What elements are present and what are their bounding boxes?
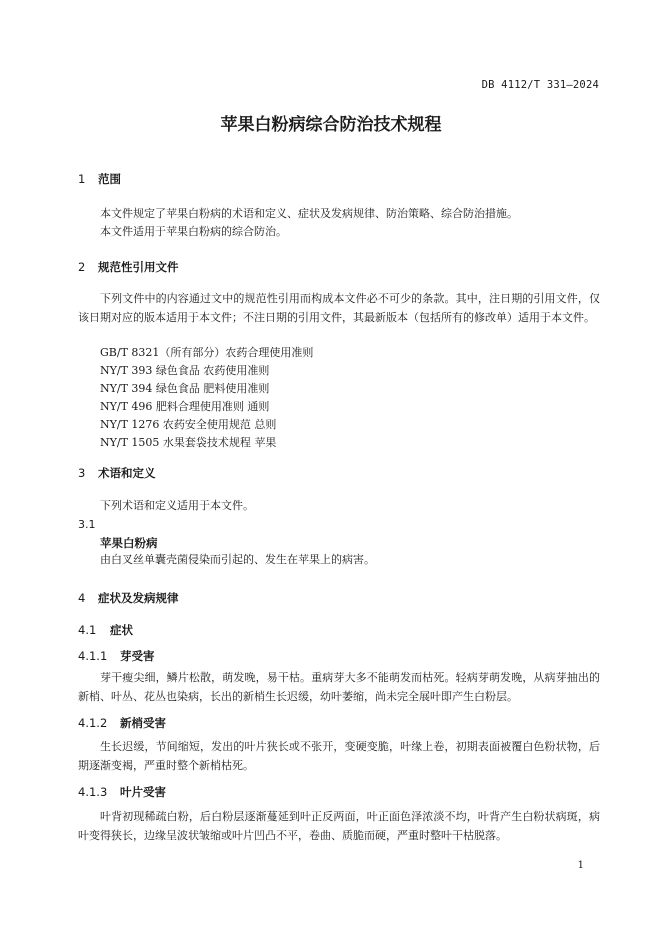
term-definition: 由白叉丝单囊壳菌侵染而引起的、发生在苹果上的病害。 — [100, 553, 375, 566]
section-2-heading — [78, 259, 179, 275]
term-name: 苹果白粉病 — [100, 536, 158, 550]
section-number: 1 — [78, 172, 86, 186]
clause-number: 3.1 — [78, 518, 96, 531]
subsection-number: 4.1.2 — [78, 716, 108, 730]
subsection-4-1-2-heading — [78, 715, 166, 731]
subsection-title: 叶片受害 — [120, 785, 166, 799]
section-1-heading — [78, 171, 121, 187]
section-number: 4 — [78, 591, 86, 605]
section-4-heading — [78, 590, 179, 606]
reference-item: NY/T 496 肥料合理使用准则 通则 — [100, 400, 270, 413]
subsection-number: 4.1.3 — [78, 785, 108, 799]
paragraph: 下列术语和定义适用于本文件。 — [100, 499, 254, 512]
page-number: 1 — [577, 860, 584, 871]
section-number: 2 — [78, 260, 86, 274]
paragraph: 芽干瘦尖细，鳞片松散，萌发晚，易干枯。重病芽大多不能萌发而枯死。轻病芽萌发晚，从病芽抽出的新梢、叶丛、花丛也染病，长出的新梢生长迟缓，幼叶萎缩，尚未完全展叶即产生白粉层。 — [78, 671, 600, 703]
subsection-title: 症状 — [110, 623, 133, 637]
subsection-4-1-1-heading — [78, 648, 155, 664]
paragraph: 本文件适用于苹果白粉病的综合防治。 — [100, 225, 287, 238]
section-title: 症状及发病规律 — [98, 591, 179, 605]
reference-item: NY/T 1276 农药安全使用规范 总则 — [100, 418, 277, 431]
subsection-4-1-heading — [78, 622, 133, 638]
reference-item: NY/T 1505 水果套袋技术规程 苹果 — [100, 436, 277, 449]
reference-item: GB/T 8321（所有部分）农药合理使用准则 — [100, 346, 314, 359]
reference-item: NY/T 393 绿色食品 农药使用准则 — [100, 364, 270, 377]
section-title: 规范性引用文件 — [98, 260, 179, 274]
standard-code: DB 4112/T 331—2024 — [481, 79, 599, 91]
section-3-heading — [78, 465, 156, 481]
subsection-title: 新梢受害 — [120, 716, 166, 730]
subsection-4-1-3-heading — [78, 784, 166, 800]
subsection-title: 芽受害 — [120, 649, 155, 663]
paragraph: 生长迟缓，节间缩短，发出的叶片狭长或不张开，变硬变脆，叶缘上卷，初期表面被覆白色粉状物，后期逐渐变褐，严重时整个新梢枯死。 — [78, 740, 600, 772]
document-title: 苹果白粉病综合防治技术规程 — [220, 115, 442, 135]
reference-item: NY/T 394 绿色食品 肥料使用准则 — [100, 382, 270, 395]
section-title: 范围 — [98, 172, 121, 186]
subsection-number: 4.1 — [78, 623, 97, 637]
subsection-number: 4.1.1 — [78, 649, 108, 663]
section-title: 术语和定义 — [98, 466, 156, 480]
paragraph: 叶背初现稀疏白粉，后白粉层逐渐蔓延到叶正反两面，叶正面色泽浓淡不均，叶背产生白粉状病斑，病叶变得狭长，边缘呈波状皱缩或叶片凹凸不平，卷曲、质脆而硬，严重时整叶干枯脱落。 — [78, 810, 600, 842]
section-number: 3 — [78, 466, 86, 480]
paragraph: 本文件规定了苹果白粉病的术语和定义、症状及发病规律、防治策略、综合防治措施。 — [100, 207, 518, 220]
paragraph: 下列文件中的内容通过文中的规范性引用而构成本文件必不可少的条款。其中，注日期的引用文件，仅该日期对应的版本适用于本文件；不注日期的引用文件，其最新版本（包括所有的修改单）适用于本文件。 — [78, 292, 600, 324]
